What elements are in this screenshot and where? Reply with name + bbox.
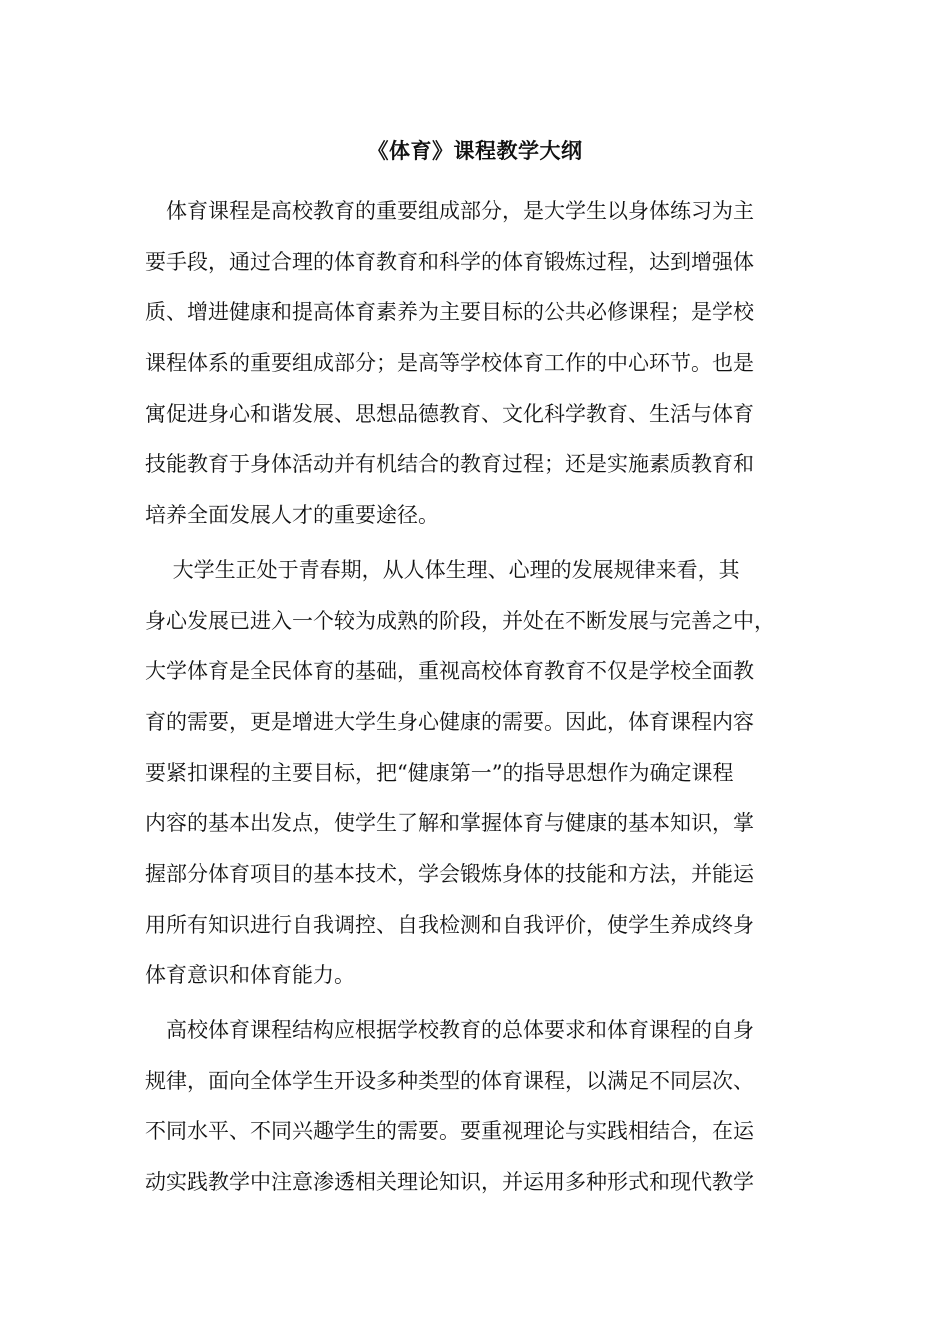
text-line: 质、增进健康和提高体育素养为主要目标的公共必修课程；是学校: [145, 300, 754, 325]
document-body: [145, 186, 807, 1208]
text-line: 身心发展已进入一个较为成熟的阶段，并处在不断发展与完善之中，: [145, 608, 775, 633]
page-title: 《体育》课程教学大纲: [367, 138, 583, 163]
paragraph: [145, 1005, 807, 1208]
text-line: 体育课程是高校教育的重要组成部分，是大学生以身体练习为主: [145, 199, 754, 223]
text-line: 技能教育于身体活动并有机结合的教育过程；还是实施素质教育和: [145, 452, 754, 477]
text-line: 内容的基本出发点，使学生了解和掌握体育与健康的基本知识，掌: [145, 811, 754, 836]
text-line: 大学体育是全民体育的基础，重视高校体育教育不仅是学校全面教: [145, 659, 754, 684]
text-line: 培养全面发展人才的重要途径。: [145, 503, 439, 528]
paragraph: [145, 545, 807, 1001]
paragraph: [145, 186, 807, 541]
text-line: 体育意识和体育能力。: [145, 963, 355, 988]
text-line: 动实践教学中注意渗透相关理论知识，并运用多种形式和现代教学: [145, 1170, 754, 1195]
text-line: 寓促进身心和谐发展、思想品德教育、文化科学教育、生活与体育: [145, 401, 754, 426]
text-line: 握部分体育项目的基本技术，学会锻炼身体的技能和方法，并能运: [145, 861, 754, 886]
text-line: 用所有知识进行自我调控、自我检测和自我评价，使学生养成终身: [145, 912, 754, 937]
text-line: 高校体育课程结构应根据学校教育的总体要求和体育课程的自身: [145, 1018, 754, 1042]
text-line: 要手段，通过合理的体育教育和科学的体育锻炼过程，达到增强体: [145, 249, 754, 274]
text-line: 大学生正处于青春期，从人体生理、心理的发展规律来看，其: [145, 557, 740, 582]
text-line: 育的需要，更是增进大学生身心健康的需要。因此，体育课程内容: [145, 709, 754, 734]
text-line: 不同水平、不同兴趣学生的需要。要重视理论与实践相结合，在运: [145, 1119, 754, 1144]
text-line: 要紧扣课程的主要目标，把“健康第一”的指导思想作为确定课程: [145, 760, 734, 785]
text-line: 规律，面向全体学生开设多种类型的体育课程，以满足不同层次、: [145, 1068, 754, 1093]
text-line: 课程体系的重要组成部分；是高等学校体育工作的中心环节。也是: [145, 351, 754, 376]
